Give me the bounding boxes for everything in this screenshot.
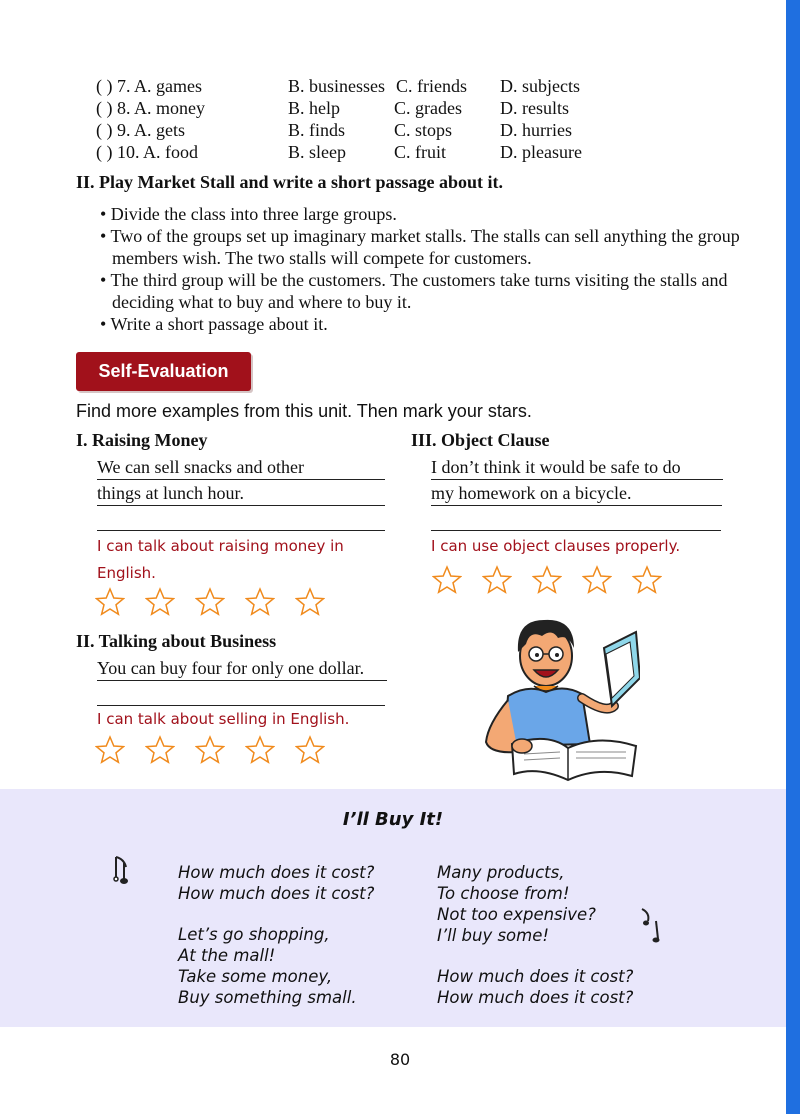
talking-business-title: II. Talking about Business	[76, 631, 277, 651]
raising-money-line-1[interactable]: We can sell snacks and other	[97, 456, 385, 480]
bullet-item: • Divide the class into three large groups.	[100, 204, 397, 224]
self-evaluation-label: Self-Evaluation	[76, 352, 251, 391]
choice-c: C. stops	[394, 120, 453, 140]
star-icon[interactable]	[245, 587, 275, 617]
choice-d: D. pleasure	[500, 142, 582, 162]
song-line: Not too expensive?	[437, 905, 596, 924]
object-clause-title: III. Object Clause	[411, 430, 550, 450]
choice-c: C. fruit	[394, 142, 446, 162]
song-line: Buy something small.	[178, 988, 357, 1007]
song-line: How much does it cost?	[437, 988, 634, 1007]
page-edge-bar	[786, 0, 800, 1114]
star-icon[interactable]	[482, 565, 512, 595]
object-clause-line-1[interactable]: I don’t think it would be safe to do	[431, 456, 723, 480]
raising-money-stars	[95, 587, 325, 617]
choice-d: D. hurries	[500, 120, 572, 140]
choice-d: D. results	[500, 98, 569, 118]
star-icon[interactable]	[432, 565, 462, 595]
star-icon[interactable]	[195, 735, 225, 765]
star-icon[interactable]	[95, 587, 125, 617]
raising-money-blank-line[interactable]	[97, 529, 385, 531]
object-clause-stars	[432, 565, 662, 595]
raising-money-title: I. Raising Money	[76, 430, 208, 450]
song-line: How much does it cost?	[178, 863, 375, 882]
bullet-item: • Two of the groups set up imaginary market stalls. The stalls can sell anything the group members wish. The two stalls will compete for customers.	[100, 226, 740, 268]
choice-b: B. help	[288, 98, 340, 118]
choice-b: B. sleep	[288, 142, 346, 162]
page-number: 80	[389, 1050, 411, 1069]
star-icon[interactable]	[295, 735, 325, 765]
choice-d: D. subjects	[500, 76, 580, 96]
song-line: Take some money,	[178, 967, 333, 986]
object-clause-line-2[interactable]: my homework on a bicycle.	[431, 482, 722, 506]
bullet-item: • Write a short passage about it.	[100, 314, 328, 334]
talking-business-can-do: I can talk about selling in English.	[97, 710, 350, 728]
raising-money-line-2[interactable]: things at lunch hour.	[97, 482, 385, 506]
song-verse-left	[178, 862, 374, 1008]
song-line: Let’s go shopping,	[178, 925, 330, 944]
song-verse-right	[437, 862, 633, 1008]
song-line: I’ll buy some!	[437, 926, 549, 945]
song-line: At the mall!	[178, 946, 276, 965]
choice-question: ( ) 9. A. gets	[96, 120, 185, 140]
star-icon[interactable]	[195, 587, 225, 617]
song-line: Many products,	[437, 863, 565, 882]
self-evaluation-instruction: Find more examples from this unit. Then mark your stars.	[76, 401, 532, 421]
raising-money-can-do: I can talk about raising money in English.	[97, 537, 344, 582]
choice-question: ( ) 8. A. money	[96, 98, 205, 118]
choice-question: ( ) 10. A. food	[96, 142, 198, 162]
talking-business-line-1[interactable]: You can buy four for only one dollar.	[97, 657, 387, 681]
song-line: To choose from!	[437, 884, 570, 903]
song-panel	[0, 789, 786, 1027]
choice-b: B. businesses	[288, 76, 386, 96]
song-title: I’ll Buy It!	[342, 809, 444, 830]
song-line: How much does it cost?	[437, 967, 634, 986]
music-note-icon	[110, 853, 136, 889]
object-clause-can-do: I can use object clauses properly.	[431, 537, 681, 555]
star-icon[interactable]	[245, 735, 275, 765]
star-icon[interactable]	[532, 565, 562, 595]
object-clause-blank-line[interactable]	[431, 529, 721, 531]
star-icon[interactable]	[632, 565, 662, 595]
choice-c: C. grades	[394, 98, 462, 118]
boy-reading-illustration	[478, 614, 640, 786]
part2-heading: II. Play Market Stall and write a short passage about it.	[76, 172, 503, 192]
choice-question: ( ) 7. A. games	[96, 76, 202, 96]
star-icon[interactable]	[582, 565, 612, 595]
star-icon[interactable]	[95, 735, 125, 765]
song-line: How much does it cost?	[178, 884, 375, 903]
bullet-item: • The third group will be the customers. The customers take turns visiting the stalls and deciding what to buy and where to buy it.	[100, 270, 728, 312]
part2-bullet-list	[100, 203, 740, 335]
music-note-icon	[638, 907, 664, 945]
star-icon[interactable]	[145, 735, 175, 765]
choice-b: B. finds	[288, 120, 346, 140]
star-icon[interactable]	[145, 587, 175, 617]
talking-business-stars	[95, 735, 325, 765]
star-icon[interactable]	[295, 587, 325, 617]
choice-c: C. friends	[396, 76, 467, 96]
